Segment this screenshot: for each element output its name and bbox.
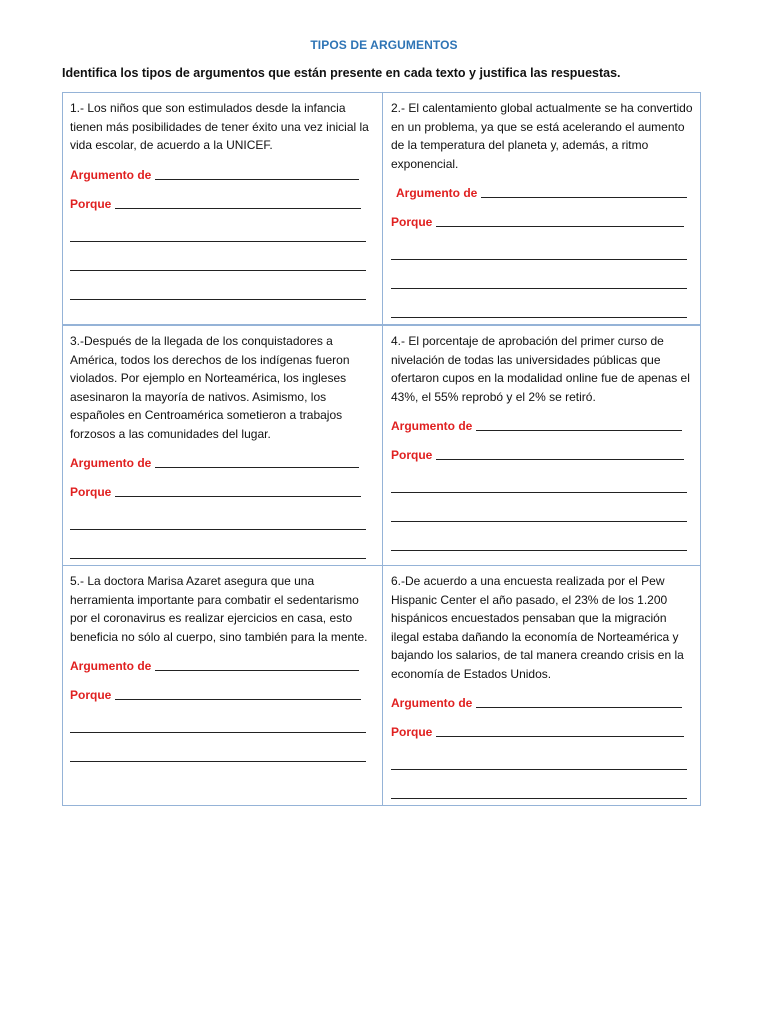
exercise-table (62, 92, 701, 806)
exercise-cell-1 (63, 93, 383, 325)
argument-row (70, 166, 376, 184)
because-label: Porque (70, 196, 112, 211)
because-row (391, 213, 694, 231)
argument-label: Argumento de (391, 696, 473, 710)
because-row (70, 483, 376, 501)
answer-line[interactable] (391, 492, 687, 493)
because-answer-line[interactable] (436, 226, 684, 227)
argument-label: Argumento de (70, 167, 152, 182)
exercise-text: 1.- Los niños que son estimulados desde la infancia tienen más posibilidades de tener éxito una vez inicial la vida escolar, de acuerdo a la UNICEF. (70, 101, 369, 152)
answer-line[interactable] (391, 550, 687, 551)
exercise-text: 4.- El porcentaje de aprobación del primer curso de nivelación de todas las universidades públicas que ofertaron cupos en la modalidad online fue de apenas el 43%, el 55% reprobó y el 2% se retiró. (391, 334, 690, 404)
answer-line[interactable] (391, 259, 687, 260)
argument-row (391, 694, 694, 712)
argument-answer-line[interactable] (155, 179, 359, 180)
because-row (70, 686, 376, 704)
exercise-text: 3.-Después de la llegada de los conquistadores a América, todos los derechos de los indígenas fueron violados. Por ejemplo en Norteamérica, los ingleses asesinaron la mayoría de nativos. Asimismo, los españoles en Centroamérica sometieron a trabajos forzosos a las comunidades del lugar. (70, 334, 350, 441)
answer-line[interactable] (70, 270, 366, 271)
because-answer-line[interactable] (115, 699, 361, 700)
answer-line[interactable] (391, 288, 687, 289)
argument-answer-line[interactable] (155, 467, 359, 468)
argument-answer-line[interactable] (476, 430, 682, 431)
argument-row (70, 657, 376, 675)
argument-label: Argumento de (391, 419, 473, 433)
argument-label: Argumento de (396, 186, 478, 200)
exercise-text: 2.- El calentamiento global actualmente se ha convertido en un problema, ya que se está acelerando el aumento de la temperatura del planeta y, además, a ritmo exponencial. (391, 101, 693, 171)
answer-line[interactable] (391, 317, 687, 318)
argument-answer-line[interactable] (476, 707, 682, 708)
answer-line[interactable] (70, 529, 366, 530)
because-label: Porque (70, 688, 112, 702)
argument-row (391, 184, 694, 202)
because-row (70, 195, 376, 213)
because-label: Porque (391, 448, 433, 462)
because-label: Porque (70, 485, 112, 499)
because-label: Porque (391, 725, 433, 739)
exercise-text: 5.- La doctora Marisa Azaret asegura que una herramienta importante para combatir el sedentarismo por el coronavirus es realizar ejercicios en casa, esto beneficia no sólo al cuerpo, sino también para la mente. (70, 574, 368, 644)
argument-row (70, 454, 376, 472)
because-row (391, 723, 694, 741)
worksheet-title: TIPOS DE ARGUMENTOS (310, 38, 458, 52)
because-label: Porque (391, 215, 433, 229)
argument-answer-line[interactable] (481, 197, 687, 198)
exercise-cell-6 (383, 566, 700, 805)
answer-line[interactable] (391, 769, 687, 770)
because-answer-line[interactable] (436, 459, 684, 460)
argument-row (391, 417, 694, 435)
answer-line[interactable] (70, 761, 366, 762)
answer-line[interactable] (70, 241, 366, 242)
answer-line[interactable] (391, 521, 687, 522)
answer-line[interactable] (70, 299, 366, 300)
because-row (391, 446, 694, 464)
exercise-cell-5 (63, 566, 383, 805)
answer-line[interactable] (70, 732, 366, 733)
answer-line[interactable] (391, 798, 687, 799)
because-answer-line[interactable] (115, 496, 361, 497)
exercise-text: 6.-De acuerdo a una encuesta realizada por el Pew Hispanic Center el año pasado, el 23% de los 1.200 hispánicos encuestados pensaban que la migración ilegal estaba dañando la economía de Norteamérica y bajando los salarios, de tal manera creando crisis en la economía de Estados Unidos. (391, 574, 684, 681)
exercise-cell-2 (383, 93, 700, 325)
argument-answer-line[interactable] (155, 670, 359, 671)
exercise-cell-4 (383, 325, 700, 566)
answer-line[interactable] (70, 558, 366, 559)
instructions: Identifica los tipos de argumentos que están presente en cada texto y justifica las respuestas. (62, 66, 621, 80)
argument-label: Argumento de (70, 456, 152, 470)
exercise-cell-3 (63, 325, 383, 566)
argument-label: Argumento de (70, 659, 152, 673)
because-answer-line[interactable] (436, 736, 684, 737)
because-answer-line[interactable] (115, 208, 361, 209)
